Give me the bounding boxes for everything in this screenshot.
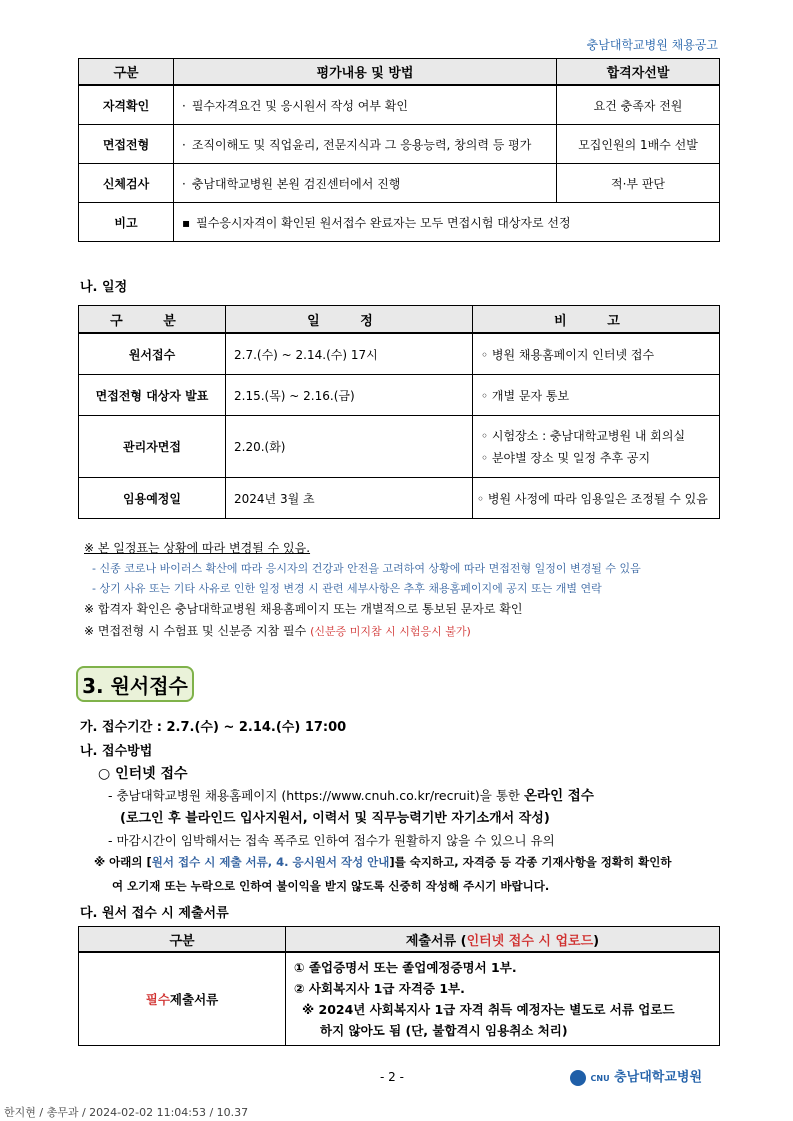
schedule-title: 나. 일정 (80, 280, 128, 295)
list-item: ① 졸업증명서 또는 졸업예정증명서 1부. (294, 960, 517, 975)
footer-meta: 한지현 / 총무과 / 2024-02-02 11:04:53 / 10.37 (4, 1106, 249, 1119)
col-header: 구 분 (79, 306, 226, 334)
evaluation-table (78, 58, 720, 242)
row-note: ◦ 시험장소 : 충남대학교병원 내 회의실 ◦ 분야별 장소 및 일정 추후 공지 (473, 416, 720, 478)
row-date: 2024년 3월 초 (226, 478, 473, 519)
label-text: 제출서류 (169, 992, 219, 1007)
method-title: 나. 접수방법 (80, 744, 153, 759)
col-header: 일 정 (226, 306, 473, 334)
cell-text: 필수응시자격이 확인된 원서접수 완료자는 모두 면접시험 대상자로 선정 (196, 215, 571, 230)
note-text: ※ 면접전형 시 수험표 및 신분증 지참 필수 (84, 624, 307, 638)
col-header: 비 고 (473, 306, 720, 334)
cell-text: 필수자격요건 및 응시원서 작성 여부 확인 (191, 98, 408, 113)
list-item: 하지 않아도 됨 (단, 불합격시 임용취소 처리) (320, 1023, 568, 1038)
period: 가. 접수기간 : 2.7.(수) ~ 2.14.(수) 17:00 (80, 720, 347, 735)
online-apply: 온라인 접수 (523, 788, 594, 804)
table-row (79, 375, 720, 416)
line-text: ]를 숙지하고, 자격증 등 각종 기재사항을 정확히 확인하 (389, 855, 672, 869)
note-text: 분야별 장소 및 일정 추후 공지 (491, 450, 651, 465)
note-text: 병원 사정에 따라 임용일은 조정될 수 있음 (487, 491, 708, 506)
row-selection: 요건 충족자 전원 (557, 85, 720, 125)
logo-small-text: CNU (590, 1074, 610, 1083)
note-text: 병원 채용홈페이지 인터넷 접수 (491, 347, 655, 362)
docs-title: 다. 원서 접수 시 제출서류 (80, 906, 229, 921)
row-content: ▪ 필수응시자격이 확인된 원서접수 완료자는 모두 면접시험 대상자로 선정 (174, 203, 720, 242)
row-date: 2.15.(목) ~ 2.16.(금) (226, 375, 473, 416)
documents-table (78, 926, 720, 1046)
row-date: 2.7.(수) ~ 2.14.(수) 17시 (226, 333, 473, 375)
required-mark: 필수 (145, 992, 170, 1007)
row-label: 임용예정일 (79, 478, 226, 519)
method-line3: - 마감시간이 임박해서는 접속 폭주로 인하여 접수가 원활하지 않을 수 있으니 유의 (108, 833, 555, 848)
warning-line-2: 여 오기재 또는 누락으로 인하여 불이익을 받지 않도록 신중히 작성해 주시기 바랍니다. (112, 879, 550, 893)
logo-icon (570, 1070, 586, 1086)
line-text: ※ 아래의 [ (94, 855, 152, 869)
table-row (79, 203, 720, 242)
logo-text: 충남대학교병원 (614, 1070, 703, 1085)
row-note: ◦ 병원 사정에 따라 임용일은 조정될 수 있음 (473, 478, 720, 519)
row-selection: 모집인원의 1배수 선발 (557, 125, 720, 164)
row-label (79, 952, 286, 1046)
col-header: 합격자선발 (557, 59, 720, 86)
header-text: 제출서류 ( (405, 933, 467, 949)
col-header: 구분 (79, 927, 286, 953)
table-row (79, 952, 720, 1046)
note-result-check: ※ 합격자 확인은 충남대학교병원 채용홈페이지 또는 개별적으로 통보된 문자로 확인 (84, 602, 523, 616)
warning-line (94, 854, 671, 870)
note-id-required (84, 622, 471, 639)
cell-text: 조직이해도 및 직업윤리, 전문지식과 그 응용능력, 창의력 등 평가 (191, 137, 532, 152)
table-row (79, 85, 720, 125)
row-label: 면접전형 (79, 125, 174, 164)
document-list (286, 952, 720, 1046)
col-header: 평가내용 및 방법 (174, 59, 557, 86)
row-content: · 조직이해도 및 직업윤리, 전문지식과 그 응용능력, 창의력 등 평가 (174, 125, 557, 164)
schedule-table (78, 305, 720, 519)
row-label: 면접전형 대상자 발표 (79, 375, 226, 416)
internet-title: ○ 인터넷 접수 (98, 766, 188, 782)
row-label: 신체검사 (79, 164, 174, 203)
row-selection: 적·부 판단 (557, 164, 720, 203)
cell-text: 충남대학교병원 본원 검진센터에서 진행 (191, 176, 401, 191)
row-note: ◦ 개별 문자 통보 (473, 375, 720, 416)
method-line1 (108, 784, 594, 804)
row-label: 자격확인 (79, 85, 174, 125)
note-covid: - 신종 코로나 바이러스 확산에 따라 응시자의 건강과 안전을 고려하여 상황에 따라 면접전형 일정이 변경될 수 있음 (92, 562, 641, 575)
row-label: 관리자면접 (79, 416, 226, 478)
note-change-notice: - 상기 사유 또는 기타 사유로 인한 일정 변경 시 관련 세부사항은 추후 채용홈페이지에 공지 또는 개별 연락 (92, 582, 602, 595)
note-warning: (신분증 미지참 시 시험응시 불가) (310, 625, 471, 638)
table-row (79, 478, 720, 519)
note-schedule-change: ※ 본 일정표는 상황에 따라 변경될 수 있음. (84, 541, 311, 555)
row-date: 2.20.(화) (226, 416, 473, 478)
header-text: ) (593, 933, 600, 949)
row-note: ◦ 병원 채용홈페이지 인터넷 접수 (473, 333, 720, 375)
page-header: 충남대학교병원 채용공고 (586, 38, 718, 52)
row-content: · 충남대학교병원 본원 검진센터에서 진행 (174, 164, 557, 203)
row-content: · 필수자격요건 및 응시원서 작성 여부 확인 (174, 85, 557, 125)
method-line2: (로그인 후 블라인드 입사지원서, 이력서 및 직무능력기반 자기소개서 작성) (120, 811, 550, 826)
list-item: ② 사회복지사 1급 자격증 1부. (294, 981, 465, 996)
section-title: 3. 원서접수 (76, 666, 194, 702)
row-label: 비고 (79, 203, 174, 242)
table-row (79, 164, 720, 203)
table-row (79, 333, 720, 375)
warning-highlight: 원서 접수 시 제출 서류, 4. 응시원서 작성 안내 (151, 855, 390, 869)
list-item: ※ 2024년 사회복지사 1급 자격 취득 예정자는 별도로 서류 업로드 (302, 1002, 675, 1017)
col-header (286, 927, 720, 953)
hospital-logo (570, 1066, 702, 1086)
note-text: 시험장소 : 충남대학교병원 내 회의실 (491, 428, 686, 443)
page-number: - 2 - (380, 1070, 404, 1084)
col-header: 구분 (79, 59, 174, 86)
header-highlight: 인터넷 접수 시 업로드 (466, 933, 594, 949)
line-text: - 충남대학교병원 채용홈페이지 (https://www.cnuh.co.kr/recruit)을 통한 (108, 788, 524, 803)
note-text: 개별 문자 통보 (491, 388, 570, 403)
table-row (79, 416, 720, 478)
row-label: 원서접수 (79, 333, 226, 375)
table-row (79, 125, 720, 164)
